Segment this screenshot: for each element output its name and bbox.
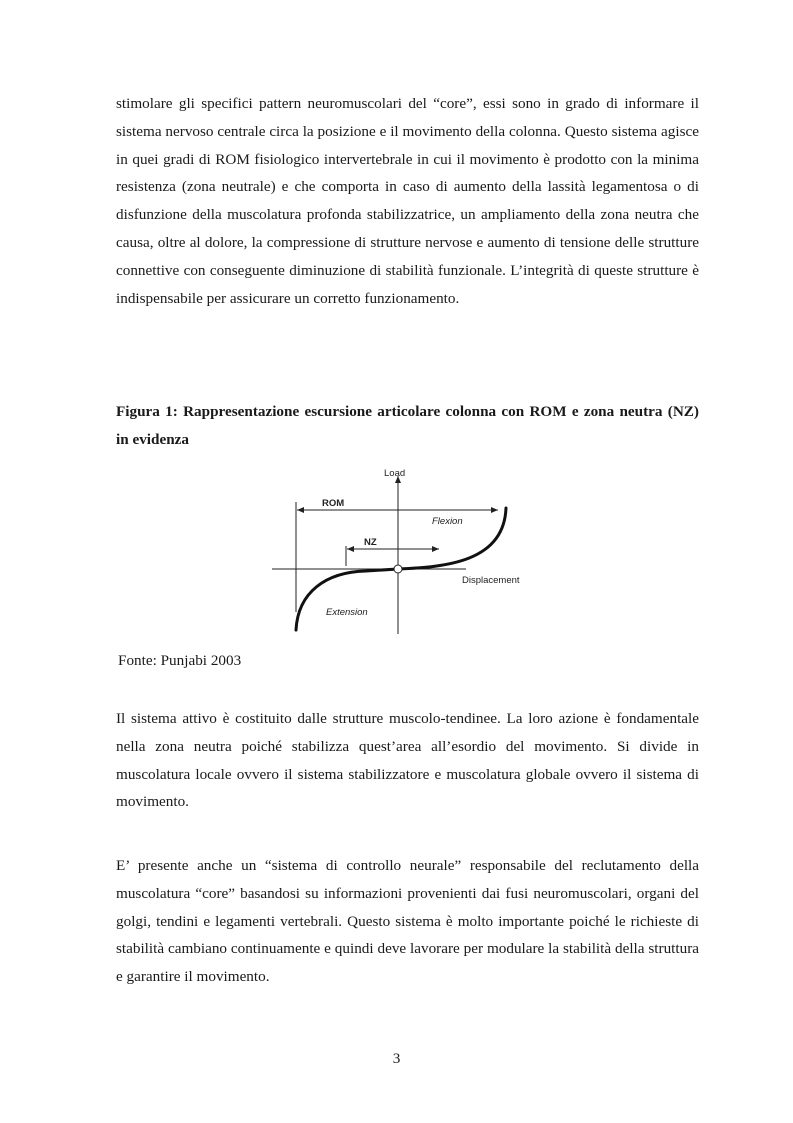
nz-label: NZ	[364, 537, 377, 548]
rom-label: ROM	[322, 498, 345, 509]
load-label: Load	[384, 468, 406, 479]
origin-marker	[394, 565, 402, 573]
displacement-label: Displacement	[462, 575, 520, 586]
extension-label: Extension	[326, 607, 368, 618]
figure-source: Fonte: Punjabi 2003	[118, 652, 242, 669]
figure-caption: Figura 1: Rappresentazione escursione articolare colonna con ROM e zona neutra (NZ) in evidenza	[116, 403, 699, 448]
page-number: 3	[392, 1050, 401, 1067]
load-displacement-diagram	[266, 462, 546, 642]
paragraph-1: stimolare gli specifici pattern neuromuscolari del “core”, essi sono in grado di informare il sistema nervoso centrale circa la posizione e il movimento della colonna. Questo sistema agisce in quei gradi di ROM fisiologico intervertebrale in cui il movimento è prodotto con la minima resistenza (zona neutrale) e che comporta in caso di aumento della lassità legamentosa o di disfunzione della muscolatura profonda stabilizzatrice, un ampliamento della zona neutra che causa, oltre al dolore, la compressione di strutture nervose e aumento di tensione delle strutture connettive con conseguente diminuzione di stabilità funzionale. L’integrità di queste strutture è indispensabile per assicurare un corretto funzionamento.	[116, 95, 699, 307]
flexion-label: Flexion	[432, 516, 463, 527]
paragraph-3: E’ presente anche un “sistema di controllo neurale” responsabile del reclutamento della muscolatura “core” basandosi su informazioni provenienti dai fusi neuromuscolari, organi del golgi, tendini e legamenti vertebrali. Questo sistema è molto importante poiché le richieste di stabilità cambiano continuamente e quindi deve lavorare per modulare la stabilità della struttura e garantire il movimento.	[116, 857, 699, 986]
paragraph-2: Il sistema attivo è costituito dalle strutture muscolo-tendinee. La loro azione è fondamentale nella zona neutra poiché stabilizza quest’area all’esordio del movimento. Si divide in muscolatura locale ovvero il sistema stabilizzatore e muscolatura globale ovvero il sistema di movimento.	[116, 710, 699, 811]
figure-diagram	[266, 462, 546, 642]
